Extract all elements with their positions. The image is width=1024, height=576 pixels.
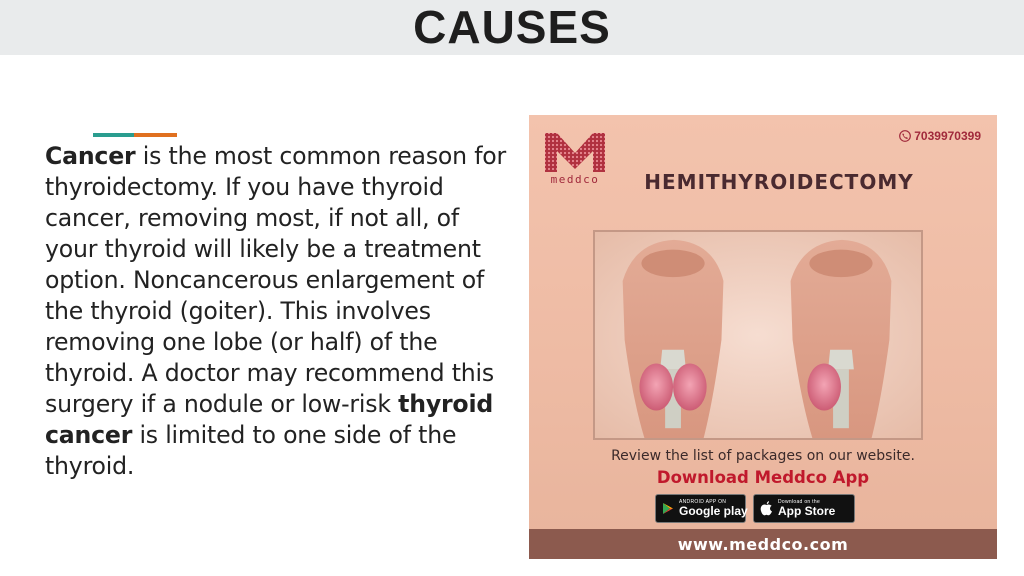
title-bar <box>0 0 1024 55</box>
paragraph-text-1: is the most common reason for thyroidectomy. If you have thyroid cancer, removing most, if not all, of your thyroid will likely be a treatment option. Noncancerous enlargement of the thyroid (goiter). This involves removing one lobe (or half) of the thyroid. A doctor may recommend this surgery if a nodule or low-risk <box>45 142 507 418</box>
review-packages-text: Review the list of packages on our website. <box>611 448 915 464</box>
causes-paragraph <box>45 141 515 482</box>
thyroid-neck-illustration-icon <box>595 232 921 438</box>
brand-name: meddco <box>550 173 600 186</box>
meddco-m-logo-icon <box>543 131 607 173</box>
download-app-text: Download Meddco App <box>656 468 870 487</box>
ad-heading: HEMITHYROIDECTOMY <box>644 170 914 194</box>
app-store-button[interactable] <box>753 494 855 523</box>
app-store-small: Download on the <box>778 499 821 505</box>
bold-thyroid-cancer: thyroid cancer <box>45 390 494 449</box>
meddco-ad-image <box>529 115 997 559</box>
paragraph-text-2: is limited to one side of the thyroid. <box>45 421 457 480</box>
phone-icon <box>899 130 911 142</box>
google-play-icon <box>662 502 674 515</box>
phone-number <box>899 129 981 143</box>
website-footer <box>529 529 997 559</box>
meddco-logo <box>543 131 607 187</box>
apple-icon <box>760 501 773 516</box>
google-play-label: Google play <box>679 504 748 518</box>
bold-cancer: Cancer <box>45 142 136 170</box>
accent-line-teal <box>93 133 134 137</box>
google-play-button[interactable] <box>655 494 746 523</box>
google-play-small: ANDROID APP ON <box>679 499 727 505</box>
accent-line-orange <box>134 133 177 137</box>
slide-title: CAUSES <box>413 1 611 53</box>
phone-number-text: 7039970399 <box>914 129 981 143</box>
app-store-label: App Store <box>778 504 836 518</box>
website-url: www.meddco.com <box>677 534 849 554</box>
thyroid-illustration <box>593 230 923 440</box>
